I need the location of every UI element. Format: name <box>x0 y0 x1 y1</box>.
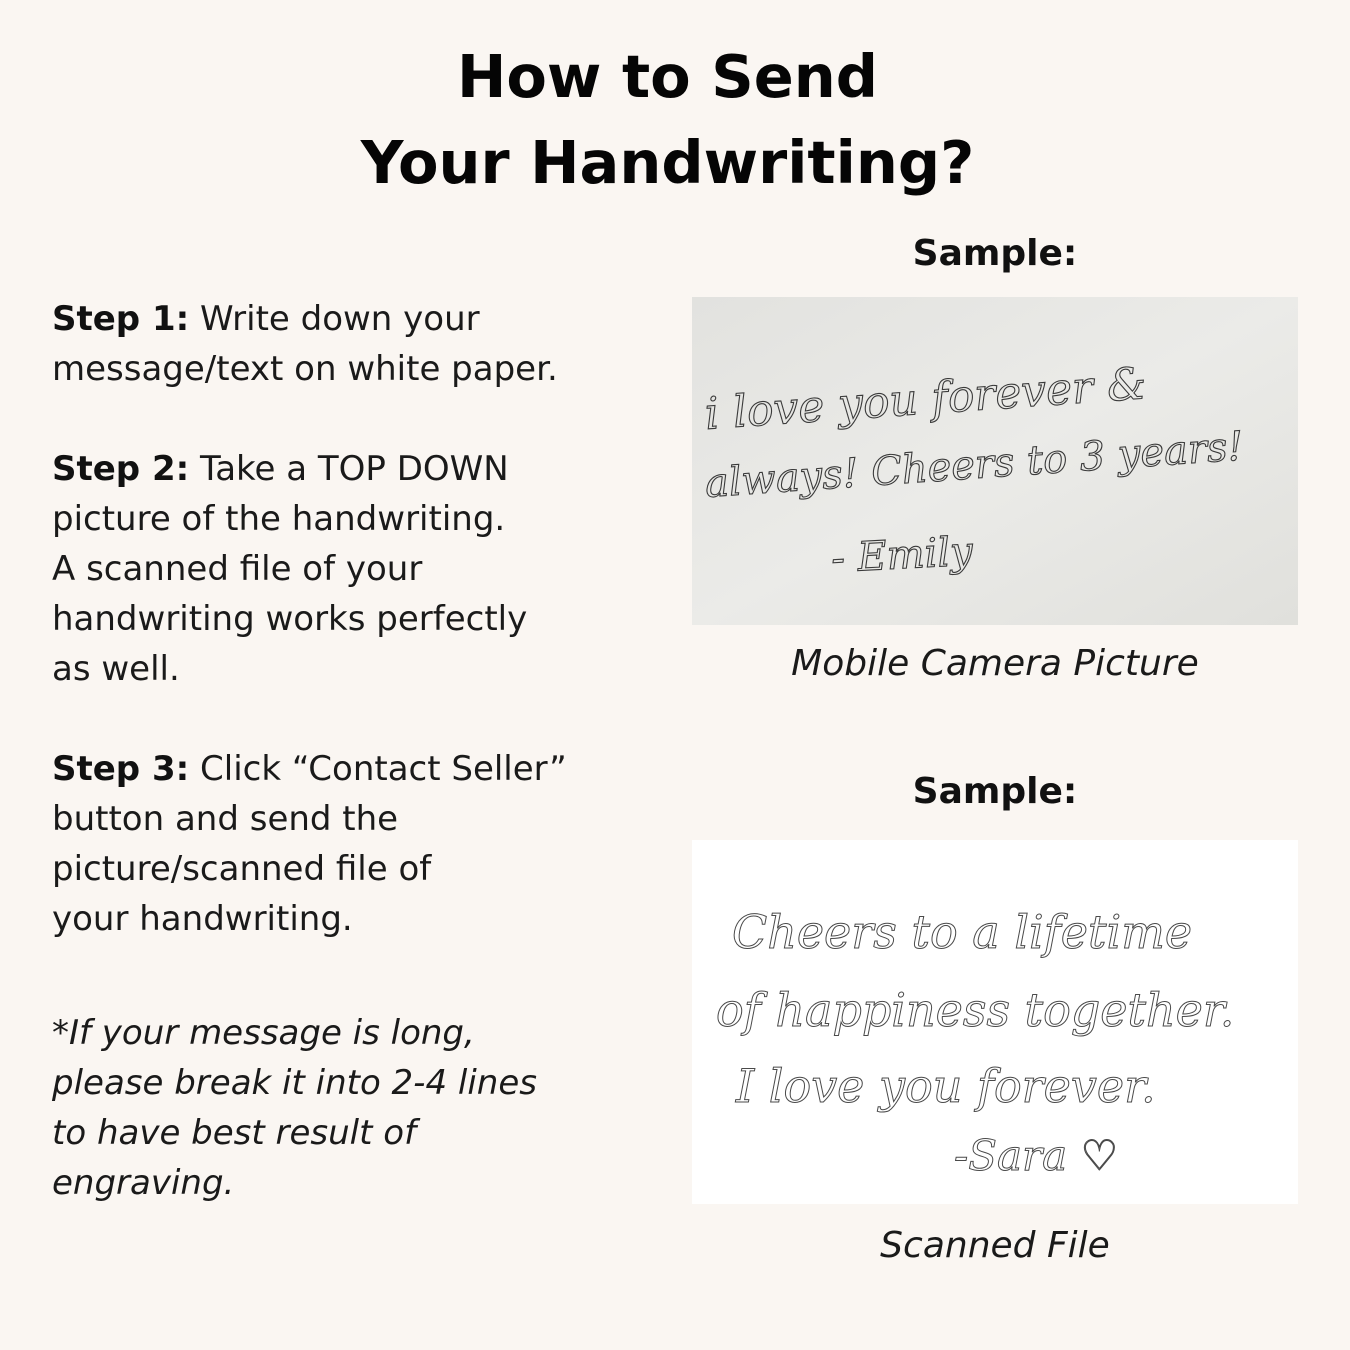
step-2 <box>52 444 652 694</box>
step-3-text-line-3: picture/scanned file of <box>52 849 432 889</box>
step-3-text-line-1: Click “Contact Seller” <box>200 749 567 789</box>
note-line-3: to have best result of <box>52 1113 417 1153</box>
step-1-label: Step 1: <box>52 299 190 339</box>
camera-handwriting-signature: - Emily <box>830 528 974 582</box>
sample-2-caption: Scanned File <box>880 1225 1110 1266</box>
step-2-text-line-1: Take a TOP DOWN <box>200 449 509 489</box>
scanned-handwriting-line-3: I love you forever. <box>736 1059 1156 1113</box>
scanned-handwriting-line-1: Cheers to a lifetime <box>732 905 1193 959</box>
sample-1-caption: Mobile Camera Picture <box>791 643 1199 684</box>
scanned-sample-image <box>692 840 1298 1204</box>
page-title-line-1: How to Send <box>457 42 878 111</box>
step-1-text-line-2: message/text on white paper. <box>52 349 558 389</box>
step-2-text-line-4: handwriting works perfectly <box>52 599 528 639</box>
sample-2-label: Sample: <box>912 771 1078 812</box>
step-1-text-line-1: Write down your <box>200 299 480 339</box>
page-title <box>0 34 1335 206</box>
step-2-label: Step 2: <box>52 449 190 489</box>
step-3-text-line-4: your handwriting. <box>52 899 353 939</box>
step-3-text-line-2: button and send the <box>52 799 399 839</box>
scanned-handwriting-line-2: of happiness together. <box>716 983 1235 1037</box>
step-2-text-line-3: A scanned file of your <box>52 549 423 589</box>
sample-1-label: Sample: <box>912 233 1078 274</box>
camera-handwriting-line-2: always! Cheers to 3 years! <box>703 423 1245 507</box>
step-1 <box>52 294 652 394</box>
long-message-note <box>52 1008 652 1208</box>
note-line-2: please break it into 2-4 lines <box>52 1063 537 1103</box>
camera-sample-image <box>692 297 1298 625</box>
step-2-text-line-5: as well. <box>52 649 180 689</box>
page-title-line-2: Your Handwriting? <box>360 128 975 197</box>
note-line-1: *If your message is long, <box>52 1013 475 1053</box>
step-3 <box>52 744 652 944</box>
step-3-label: Step 3: <box>52 749 190 789</box>
steps-list <box>52 294 652 994</box>
note-line-4: engraving. <box>52 1163 235 1203</box>
step-2-text-line-2: picture of the handwriting. <box>52 499 506 539</box>
scanned-handwriting-signature: -Sara ♡ <box>954 1131 1119 1180</box>
camera-handwriting-line-1: i love you forever & <box>703 358 1148 440</box>
